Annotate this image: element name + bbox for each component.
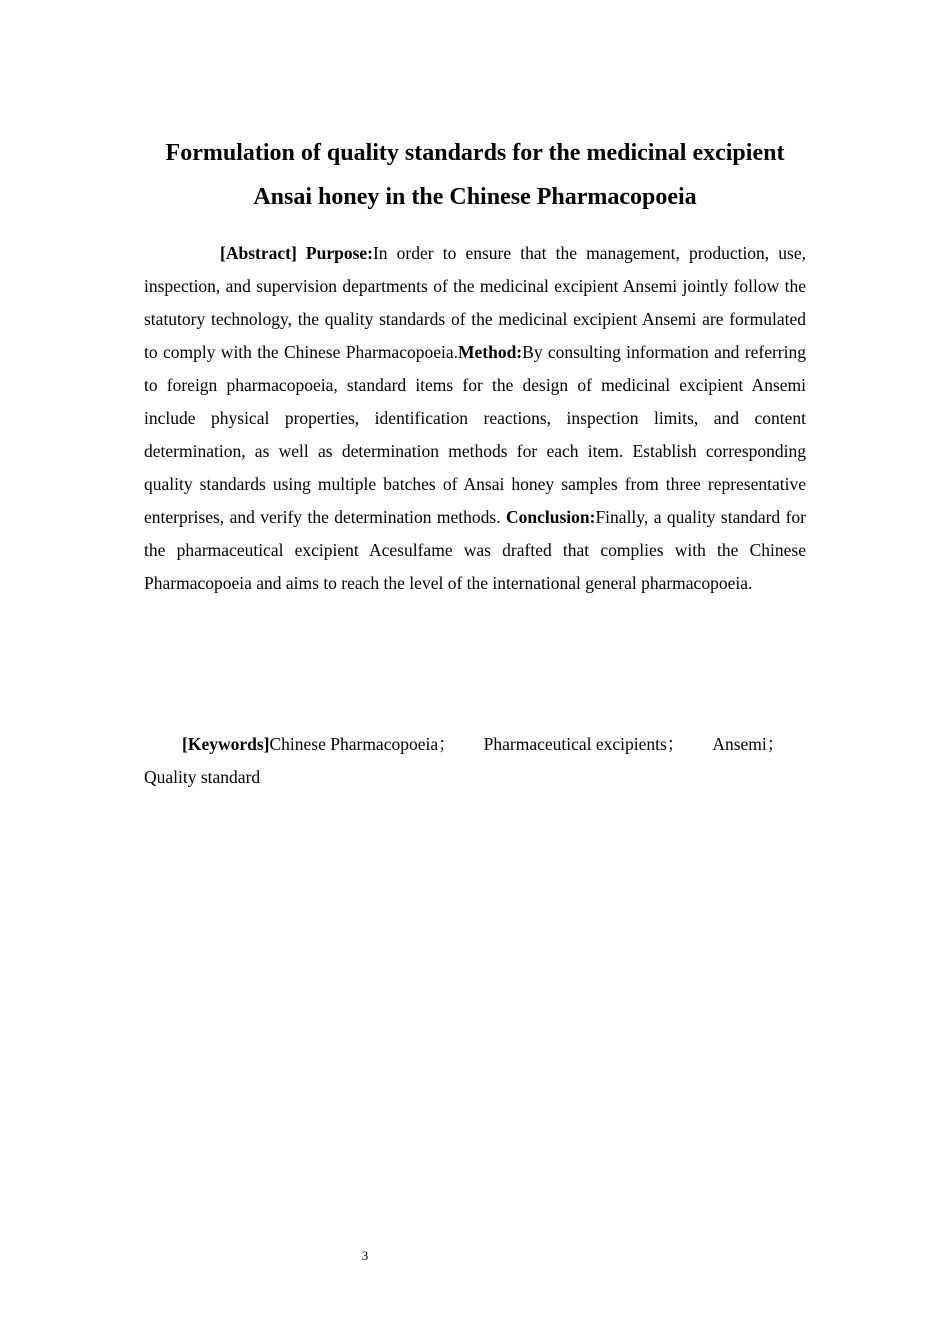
conclusion-label: Conclusion: (505, 507, 596, 527)
purpose-text: In order to ensure that the management, production, use, inspection, and supervision departments of the medicinal excipient Ansemi jointly follow the statutory technology, the quality standards of the medicinal excipient Ansemi are formulated to comply with the Chinese Pharmacopoeia. (144, 243, 806, 362)
abstract-paragraph (144, 237, 806, 600)
page-number: 3 (361, 1248, 369, 1263)
method-label: Method: (457, 342, 523, 362)
abstract-label: [Abstract] (220, 243, 297, 263)
keyword-item: Chinese Pharmacopoeia； (269, 734, 456, 754)
purpose-label: Purpose: (305, 243, 373, 263)
keywords-paragraph (144, 728, 806, 794)
keywords-label: [Keywords] (182, 734, 270, 754)
keyword-item: Ansemi； (712, 734, 785, 754)
keyword-item: Pharmaceutical excipients； (483, 734, 685, 754)
paper-title: Formulation of quality standards for the medicinal excipient Ansai honey in the Chinese Pharmacopoeia (165, 140, 785, 210)
method-text: By consulting information and referring to foreign pharmacopoeia, standard items for the design of medicinal excipient Ansemi include physical properties, identification reactions, inspection limits, and content determination, as well as determination methods for each item. Establish corresponding quality standards using multiple batches of Ansai honey samples from three representative enterprises, and verify the determination methods. (144, 342, 806, 527)
conclusion-text: Finally, a quality standard for the pharmaceutical excipient Acesulfame was drafted that complies with the Chinese Pharmacopoeia and aims to reach the level of the international general pharmacopoeia. (144, 507, 807, 593)
keyword-item: Quality standard (144, 767, 261, 787)
